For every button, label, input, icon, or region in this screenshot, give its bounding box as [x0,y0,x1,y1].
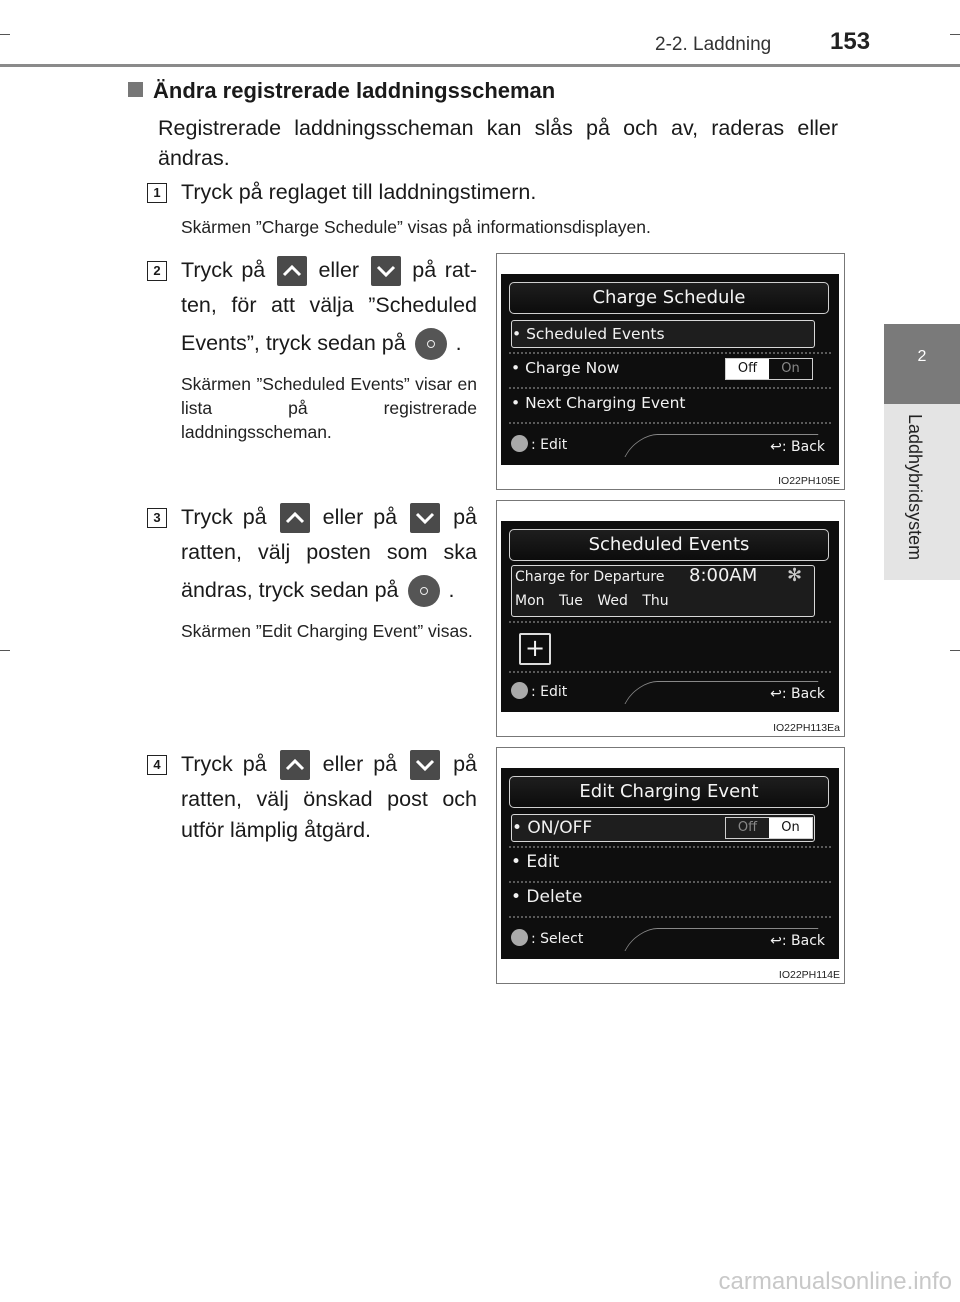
intro-paragraph: Registrerade laddningsscheman kan slås på och av, raderas eller ändras. [158,116,838,170]
menu-item: • Delete [511,887,583,907]
menu-item-selected: • ON/OFF [511,814,815,842]
chevron-up-icon [277,256,307,286]
step-number: 1 [147,183,167,203]
add-icon: + [519,633,551,665]
divider [509,352,831,354]
step-note: Skärmen ”Edit Charging Event” visas. [181,621,473,641]
display-screen [501,768,839,959]
step-text-line: Tryck på eller på på [181,746,477,782]
section-title: Ändra registrerade laddningsscheman [128,78,555,104]
climate-icon: ✻ [787,565,803,586]
step-number: 3 [147,508,167,528]
step-text-line: ändras, tryck sedan på . [181,572,454,608]
figure-scheduled-events [496,500,845,737]
bullet-square-icon [128,82,143,97]
back-arrow-icon: ↩ [770,933,782,949]
figure-charge-schedule [496,253,845,490]
screen-title: Scheduled Events [509,529,829,561]
screen-title: Edit Charging Event [509,776,829,808]
event-name: Charge for Departure [515,569,665,585]
crop-mark [950,650,960,651]
figure-code: IO22PH105E [778,475,840,487]
divider [509,846,831,848]
footer-back: ↩: Back [770,933,825,949]
step-number: 2 [147,261,167,281]
step-note: Skärmen ”Charge Schedule” visas på informationsdisplayen. [181,217,651,237]
step-text-line: ratten, välj önskad post och [181,787,477,811]
crop-mark [950,34,960,35]
dial-icon [511,435,528,452]
display-screen [501,521,839,712]
chevron-down-icon [410,750,440,780]
step-text-line: Tryck på eller på på [181,499,477,535]
divider [509,671,831,673]
chapter-label: Laddhybridsystem [905,414,925,561]
footer-back: ↩: Back [770,686,825,702]
divider [509,881,831,883]
step-note: Skärmen ”Scheduled Events” visar en lista på registrerade laddningsscheman. [181,374,477,442]
chevron-up-icon [280,503,310,533]
menu-item: • Charge Now [511,359,620,377]
toggle-switch: Off On [725,817,813,839]
menu-item: • Edit [511,852,560,872]
dial-icon [511,929,528,946]
back-arrow-icon: ↩ [770,686,782,702]
toggle-switch: Off On [725,358,813,380]
running-header: 2-2. Laddning [655,34,772,55]
chapter-number: 2 [917,348,927,365]
footer-edit: : Edit [511,435,567,453]
footer-back: ↩: Back [770,439,825,455]
step-text-line: ratten, välj posten som ska [181,540,477,564]
menu-item: • Next Charging Event [511,394,686,412]
footer-select: : Select [511,929,583,947]
divider [509,621,831,623]
step-text: Tryck på reglaget till laddningstimern. [181,180,537,204]
watermark: carmanualsonline.info [718,1268,952,1295]
crop-mark [0,34,10,35]
event-days: Mon Tue Wed Thu [515,593,669,609]
step-number: 4 [147,755,167,775]
step-text-line: Tryck på eller på rat- [181,252,477,288]
dial-button-icon [415,328,447,360]
display-screen [501,274,839,465]
figure-code: IO22PH114E [778,969,840,981]
chevron-up-icon [280,750,310,780]
step-text-line: ten, för att välja ”Scheduled [181,293,477,317]
divider [509,422,831,424]
event-time: 8:00AM [689,565,758,586]
dial-button-icon [408,575,440,607]
footer-edit: : Edit [511,682,567,700]
menu-item-selected: • Scheduled Events [511,320,815,348]
crop-mark [0,650,10,651]
divider [509,387,831,389]
figure-code: IO22PH113Ea [773,722,840,734]
chevron-down-icon [410,503,440,533]
page-number: 153 [830,28,871,55]
dial-icon [511,682,528,699]
step-text-line: utför lämplig åtgärd. [181,818,372,842]
header-rule [0,64,960,67]
screen-title: Charge Schedule [509,282,829,314]
figure-edit-charging-event [496,747,845,984]
step-text-line: Events”, tryck sedan på . [181,325,462,361]
back-arrow-icon: ↩ [770,439,782,455]
chevron-down-icon [371,256,401,286]
divider [509,916,831,918]
